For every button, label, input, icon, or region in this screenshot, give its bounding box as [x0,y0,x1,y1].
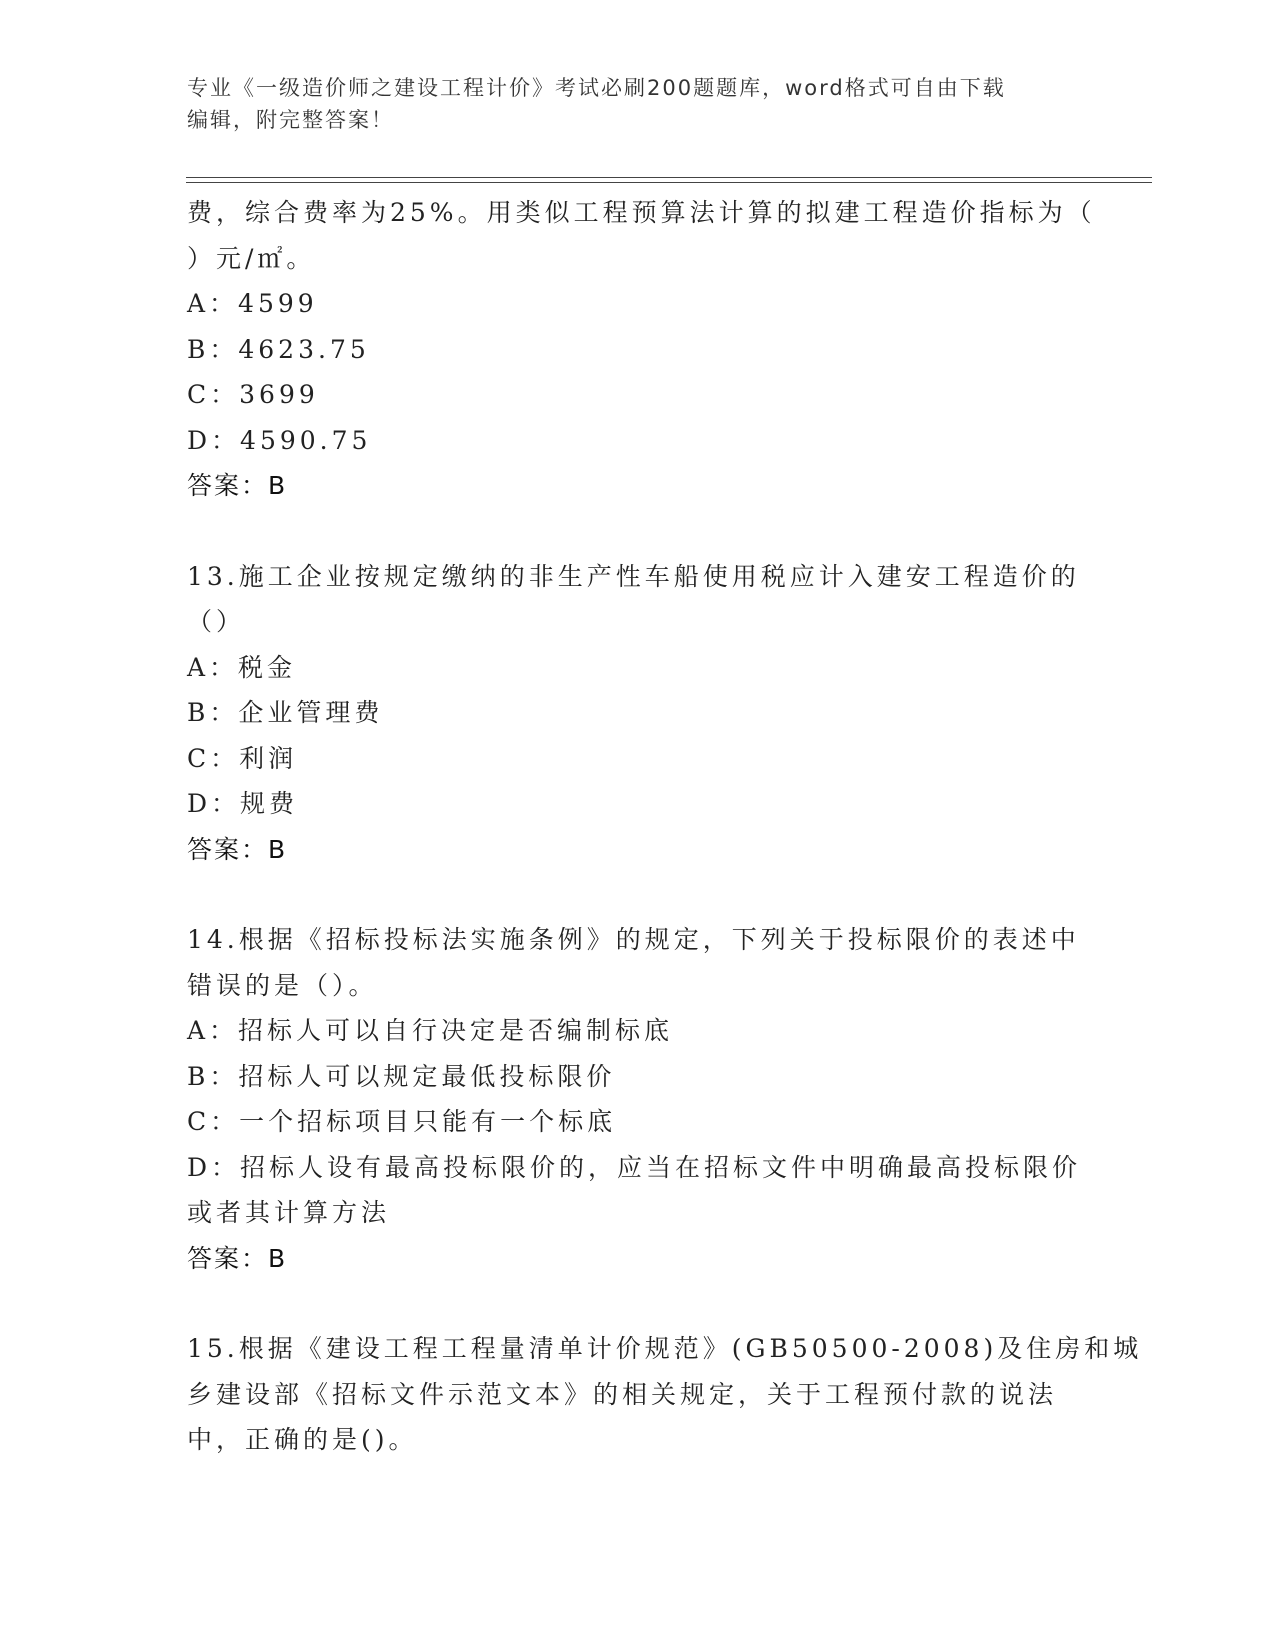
option-d: D：规费 [187,789,299,818]
option-a: A：税金 [187,652,297,682]
question-spacer [187,1281,1087,1326]
question-15 [187,1326,1143,1463]
option-d: D：4590.75 [187,425,372,455]
option-c: C：利润 [187,743,298,773]
question-stem-line: （） [187,607,246,636]
option-d: D：招标人设有最高投标限价的，应当在招标文件中明确最高投标限价 [187,1152,1082,1182]
option-a: A：招标人可以自行决定是否编制标底 [187,1016,674,1045]
header-title-line-1: 专业《一级造价师之建设工程计价》考试必刷200题题库，word格式可自由下载 [187,76,1006,100]
option-d-continued: 或者其计算方法 [187,1198,391,1227]
answer-line: 答案：B [187,834,288,864]
header-divider-bottom [186,182,1152,183]
header-title-line-2: 编辑，附完整答案！ [187,108,394,132]
question-spacer [187,509,1087,554]
question-stem-line: 费，综合费率为25%。用类似工程预算法计算的拟建工程造价指标为（ [187,198,1096,227]
question-stem-line: 14.根据《招标投标法实施条例》的规定，下列关于投标限价的表述中 [187,925,1080,954]
option-b: B：招标人可以规定最低投标限价 [187,1061,616,1091]
question-stem-line: ）元/㎡。 [187,243,316,273]
option-c: C：3699 [187,380,319,409]
question-12 [187,190,1096,509]
question-stem-line: 15.根据《建设工程工程量清单计价规范》(GB50500-2008)及住房和城 [187,1334,1143,1363]
header-divider-top [186,177,1152,178]
question-stem-line: 乡建设部《招标文件示范文本》的相关规定，关于工程预付款的说法 [187,1379,1058,1409]
question-stem-line: 错误的是（）。 [187,970,378,1000]
question-body [187,190,1143,1463]
question-14 [187,917,1087,1281]
option-b: B：企业管理费 [187,698,384,727]
question-spacer [187,872,1087,917]
answer-line: 答案：B [187,1243,288,1273]
answer-line: 答案：B [187,471,288,500]
question-stem-line: 13.施工企业按规定缴纳的非生产性车船使用税应计入建安工程造价的 [187,561,1080,591]
question-13 [187,554,1087,873]
option-b: B：4623.75 [187,334,370,364]
option-a: A：4599 [187,289,318,318]
page-header [187,72,1087,136]
question-stem-line: 中，正确的是()。 [187,1425,418,1454]
option-c: C：一个招标项目只能有一个标底 [187,1107,617,1136]
